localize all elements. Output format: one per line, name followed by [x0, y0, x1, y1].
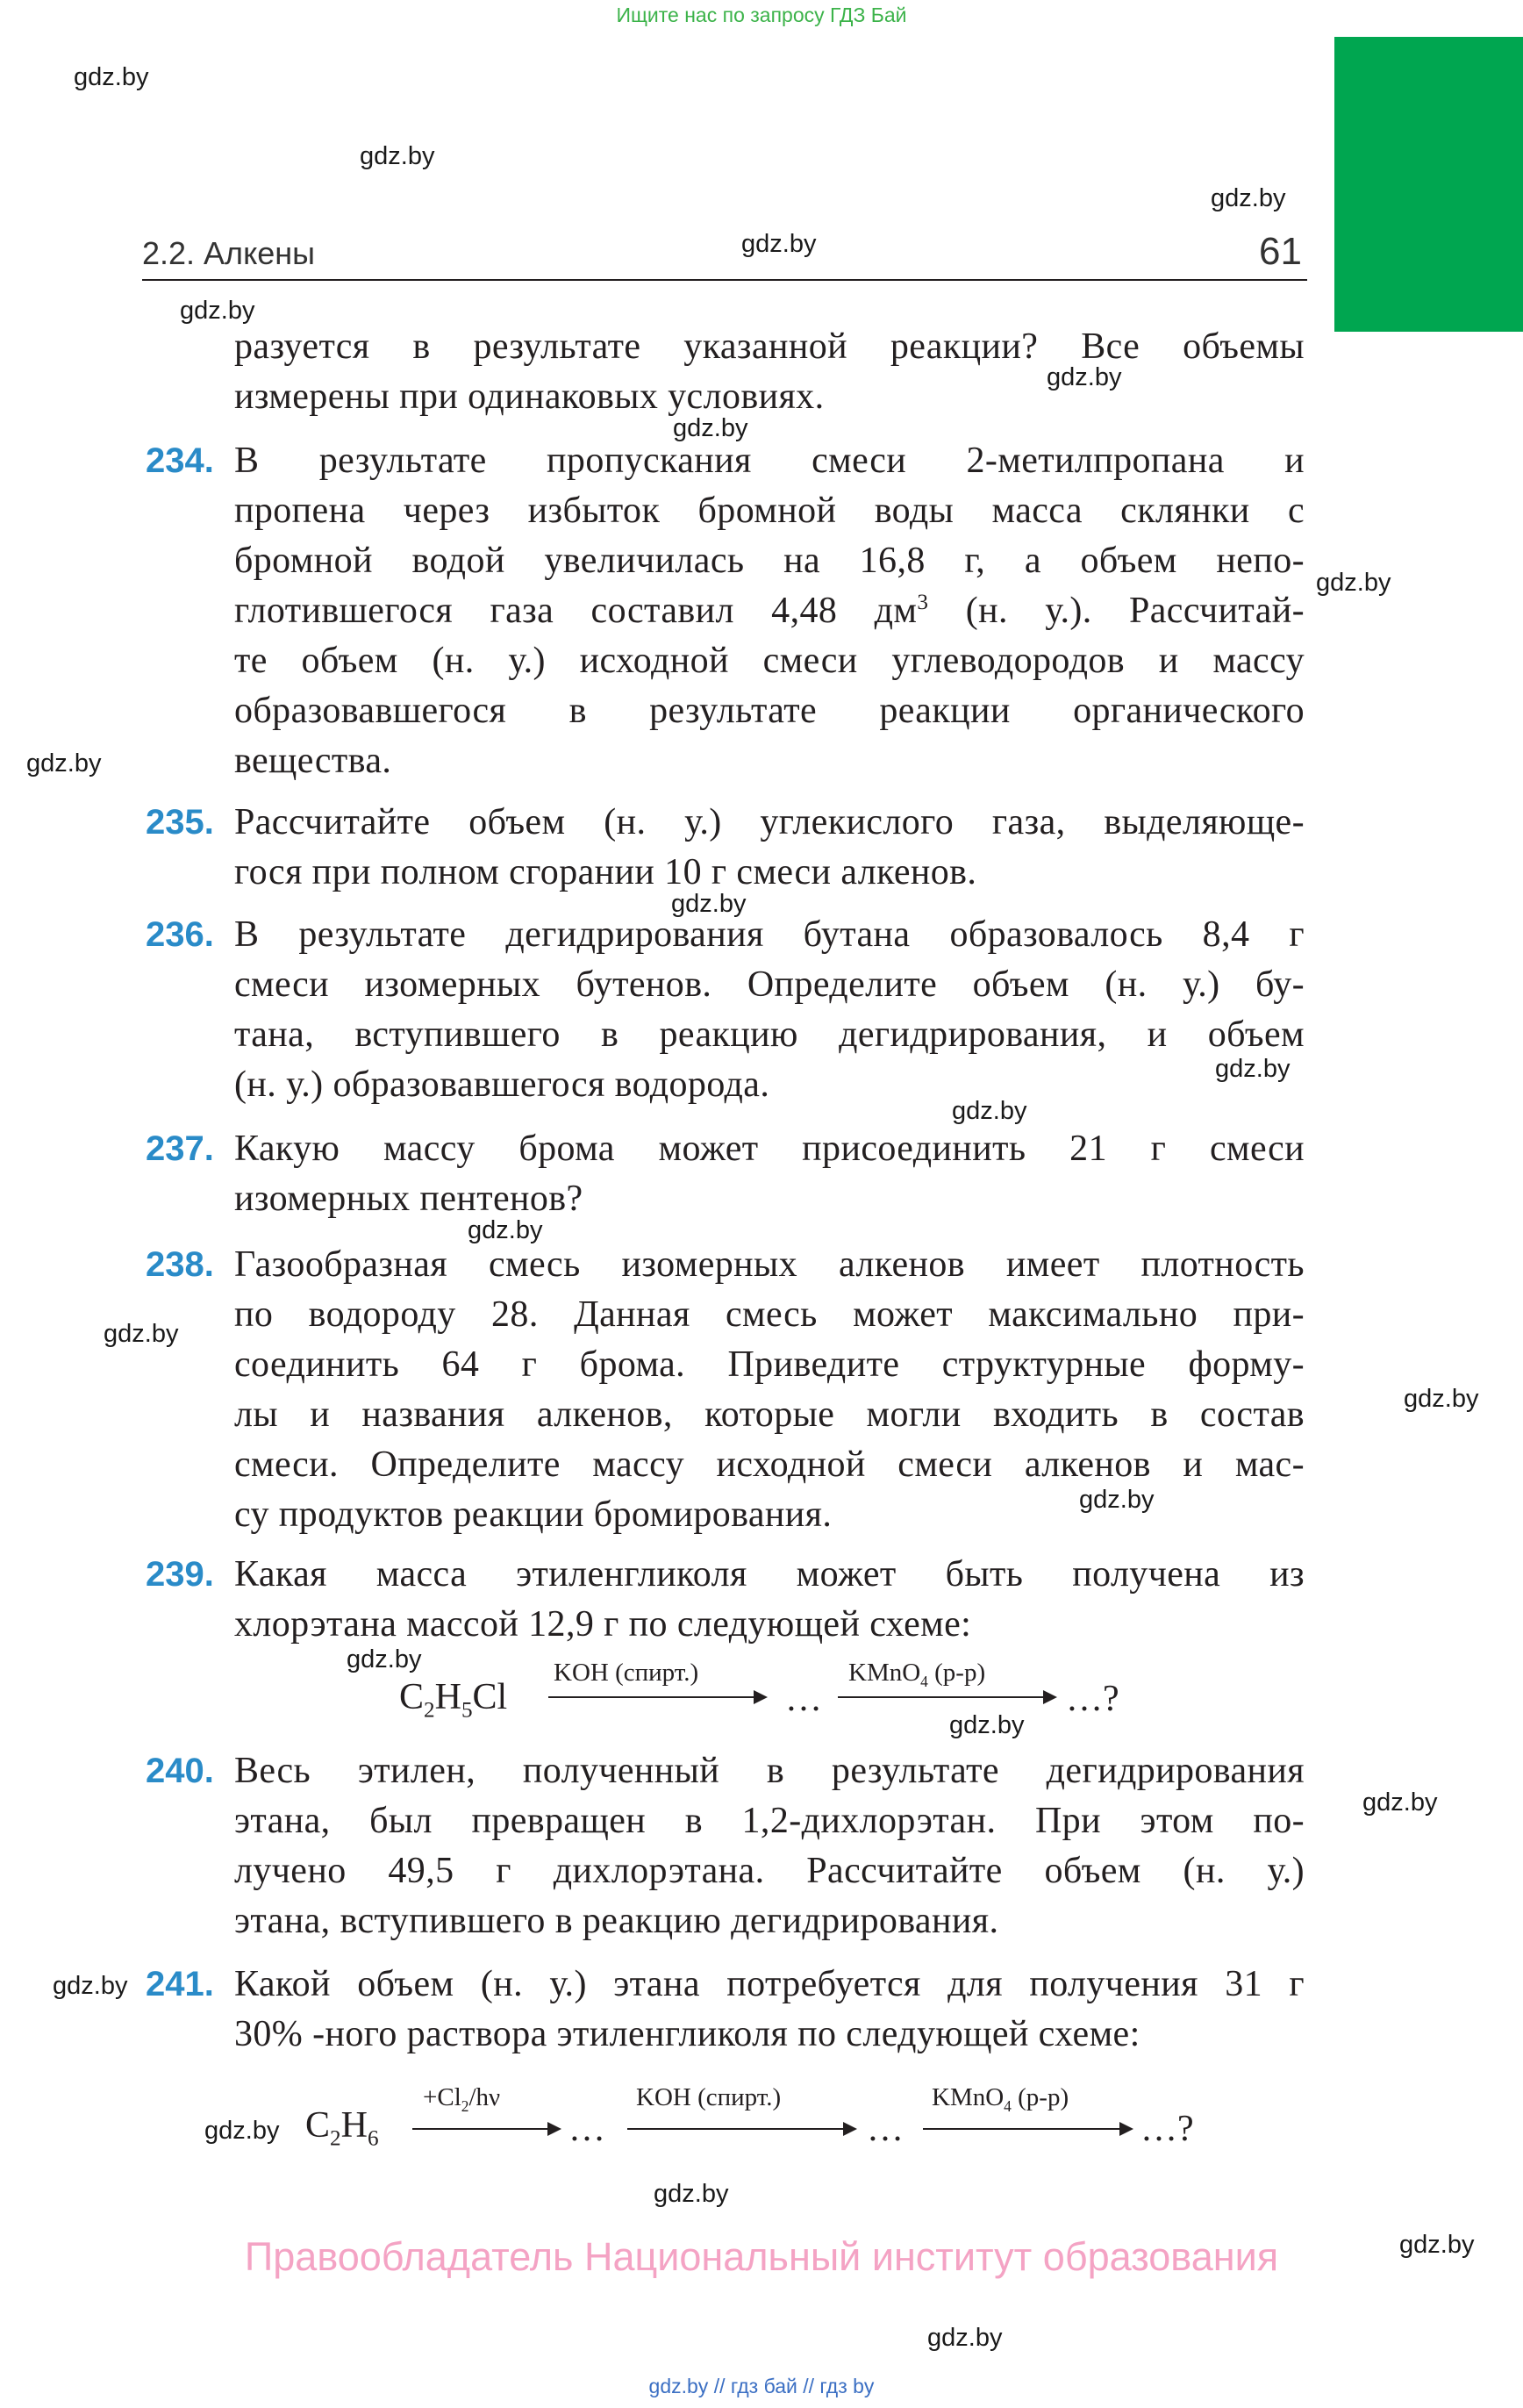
arrow-head [547, 2122, 561, 2136]
text-line: Рассчитайте объем (н. у.) углекислого газа, выделяюще- [234, 802, 1305, 842]
watermark: gdz.by [671, 890, 747, 918]
subscript: 2 [424, 1698, 435, 1723]
text-line: образовавшегося в результате реакции органического [234, 691, 1305, 731]
reaction-arrow [838, 1659, 1057, 1711]
header-rule [142, 279, 1307, 281]
label-part: KMnO [848, 1659, 921, 1687]
watermark: gdz.by [1047, 363, 1122, 391]
problem-number-234: 234. [146, 441, 214, 480]
text-line: Газообразная смесь изомерных алкенов имеет плотность [234, 1244, 1305, 1285]
arrow-shaft [627, 2128, 845, 2130]
watermark: gdz.by [741, 230, 817, 258]
watermark: gdz.by [347, 1645, 422, 1673]
formula-c2h5cl [399, 1676, 508, 1723]
text-line: 30% -ного раствора этиленгликоля по следующей схеме: [234, 2014, 1140, 2054]
label-part: +Cl [423, 2083, 461, 2111]
subscript: 2 [461, 2096, 469, 2115]
label-part: /hν [468, 2083, 501, 2111]
watermark: gdz.by [1399, 2231, 1475, 2259]
formula-part: C [399, 1677, 425, 1717]
section-title: 2.2. Алкены [142, 235, 315, 271]
text-line: по водороду 28. Данная смесь может максимально при- [234, 1294, 1305, 1335]
label-part: (р-р) [1011, 2083, 1069, 2111]
text-line: бромной водой увеличилась на 16,8 г, а объем непо- [234, 541, 1305, 581]
watermark: gdz.by [53, 1972, 128, 2000]
formula-part: H [434, 1677, 461, 1717]
reaction-arrow [548, 1659, 768, 1711]
text-line: Какая масса этиленгликоля может быть получена из [234, 1554, 1305, 1595]
arrow-head [754, 1690, 768, 1704]
product-unknown: …? [1140, 2109, 1194, 2149]
watermark: gdz.by [74, 63, 149, 91]
formula-part: C [305, 2105, 331, 2146]
formula-part: H [340, 2105, 368, 2146]
subscript: 4 [1004, 2096, 1012, 2115]
watermark: gdz.by [1362, 1788, 1438, 1817]
superscript: 3 [917, 591, 929, 614]
problem-number-240: 240. [146, 1752, 214, 1790]
text-line: соединить 64 г брома. Приведите структурные форму- [234, 1344, 1305, 1385]
text-line: те объем (н. у.) исходной смеси углеводородов и массу [234, 641, 1305, 681]
problem-number-238: 238. [146, 1245, 214, 1284]
reaction-arrow [412, 2083, 561, 2138]
watermark: gdz.by [360, 142, 435, 170]
watermark: gdz.by [1211, 184, 1286, 212]
subscript: 2 [330, 2126, 341, 2151]
text-line: вещества. [234, 741, 392, 781]
watermark: gdz.by [26, 749, 102, 778]
text-line: гося при полном сгорании 10 г смеси алкенов. [234, 852, 977, 892]
text-line: су продуктов реакции бромирования. [234, 1494, 833, 1535]
text-line: (н. у.) образовавшегося водорода. [234, 1064, 770, 1105]
text-line: смеси. Определите массу исходной смеси алкенов и мас- [234, 1444, 1305, 1485]
text-line: тана, вступившего в реакцию дегидрирования, и объем [234, 1014, 1305, 1055]
intermediate: … [785, 1679, 822, 1719]
text-line: Весь этилен, полученный в результате дегидрирования [234, 1751, 1305, 1791]
problem-number-235: 235. [146, 803, 214, 842]
chapter-color-tab [1334, 37, 1523, 332]
text-line: измерены при одинаковых условиях. [234, 376, 825, 417]
label-part: (р-р) [927, 1659, 986, 1687]
reaction-arrow [923, 2083, 1133, 2138]
watermark: gdz.by [654, 2180, 729, 2208]
product-unknown: …? [1066, 1679, 1119, 1719]
text-line: Какой объем (н. у.) этана потребуется для получения 31 г [234, 1964, 1305, 2004]
arrow-head [1119, 2122, 1133, 2136]
watermark: gdz.by [1215, 1055, 1291, 1083]
text-line: В результате пропускания смеси 2-метилпропана и [234, 441, 1305, 481]
watermark: gdz.by [927, 2324, 1003, 2352]
watermark: gdz.by [949, 1711, 1025, 1739]
text-line: лучено 49,5 г дихлорэтана. Рассчитайте объем (н. у.) [234, 1851, 1305, 1891]
text-line: изомерных пентенов? [234, 1179, 583, 1219]
arrow-shaft [838, 1696, 1045, 1698]
text-line: хлорэтана массой 12,9 г по следующей схеме: [234, 1604, 972, 1645]
arrow-label: KOH (спирт.) [554, 1659, 699, 1687]
problem-number-241: 241. [146, 1965, 214, 2003]
arrow-head [843, 2122, 857, 2136]
text-line: пропена через избыток бромной воды масса склянки с [234, 491, 1305, 531]
watermark: gdz.by [673, 414, 748, 442]
arrow-label [932, 2083, 1069, 2115]
formula-c2h6 [305, 2104, 379, 2151]
watermark: gdz.by [180, 297, 255, 325]
formula-part: Cl [472, 1677, 508, 1717]
subscript: 6 [367, 2126, 379, 2151]
watermark: gdz.by [468, 1216, 543, 1244]
watermark: gdz.by [104, 1320, 179, 1348]
problem-number-236: 236. [146, 915, 214, 954]
watermark: gdz.by [1079, 1486, 1155, 1514]
footer-links[interactable]: gdz.by // гдз бай // гдз by [648, 2375, 875, 2397]
text-line: В результате дегидрирования бутана образовалось 8,4 г [234, 914, 1305, 955]
watermark: gdz.by [204, 2117, 280, 2145]
text-line: этана, вступившего в реакцию дегидрирования. [234, 1901, 999, 1941]
intermediate: … [568, 2109, 605, 2149]
top-banner[interactable]: Ищите нас по запросу ГДЗ Бай [616, 4, 907, 26]
arrow-head [1043, 1690, 1057, 1704]
arrow-shaft [412, 2128, 549, 2130]
arrow-shaft [548, 1696, 755, 1698]
arrow-label: KOH (спирт.) [636, 2083, 782, 2111]
problem-number-237: 237. [146, 1129, 214, 1168]
text-line: этана, был превращен в 1,2-дихлорэтан. При этом по- [234, 1801, 1305, 1841]
text-line: лы и названия алкенов, которые могли входить в состав [234, 1394, 1305, 1435]
text-fragment: (н. у.). Рассчитай- [928, 591, 1305, 631]
label-part: KMnO [932, 2083, 1005, 2111]
subscript: 5 [461, 1698, 473, 1723]
arrow-label [848, 1659, 985, 1688]
copyright-notice: Правообладатель Национальный институт образования [244, 2234, 1279, 2279]
arrow-label [423, 2083, 501, 2115]
arrow-shaft [923, 2128, 1121, 2130]
problem-number-239: 239. [146, 1555, 214, 1594]
intermediate: … [867, 2109, 904, 2149]
watermark: gdz.by [1404, 1385, 1479, 1413]
reaction-arrow [627, 2083, 857, 2138]
text-fragment: глотившегося газа составил 4,48 дм [234, 591, 918, 631]
watermark: gdz.by [952, 1097, 1027, 1125]
text-line: Какую массу брома может присоединить 21 г смеси [234, 1129, 1305, 1169]
watermark: gdz.by [1316, 569, 1391, 597]
text-line: разуется в результате указанной реакции? Все объемы [234, 326, 1305, 367]
text-line-with-unit [234, 586, 1305, 635]
page-number: 61 [1259, 230, 1302, 273]
text-line: смеси изомерных бутенов. Определите объем (н. у.) бу- [234, 964, 1305, 1005]
subscript: 4 [920, 1672, 928, 1690]
